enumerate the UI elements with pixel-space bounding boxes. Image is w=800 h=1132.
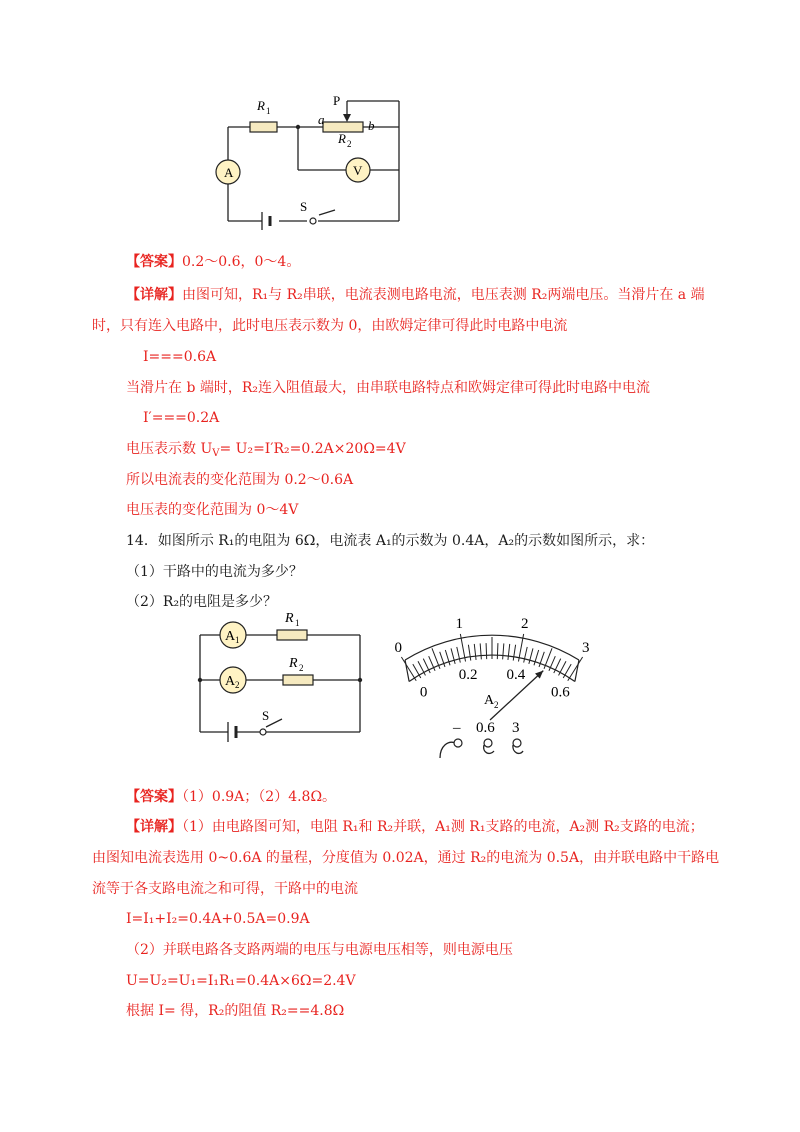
scale-label-top: 0: [394, 639, 402, 656]
detail-2-line-1: [126, 817, 704, 837]
ammeter-dial: [392, 612, 592, 762]
question-14-part-2: （2）R₂的电阻是多少？: [126, 594, 278, 610]
label-a1-sub: 1: [235, 635, 240, 645]
detail-1-line-1: [126, 285, 705, 305]
detail-tag: 【详解】: [126, 287, 182, 303]
terminal-label-3: 3: [512, 720, 520, 736]
scale-tick: [480, 643, 481, 659]
detail-2-line-2: 由图知电流表选用 0~0.6A 的量程，分度值为 0.02A，通过 R₂的电流为 0.5A，由并联电路中干路电: [92, 850, 720, 866]
scale-tick: [529, 648, 533, 663]
answer-2: [126, 787, 336, 807]
voltage-label: 电压表示数 U: [126, 441, 213, 457]
label-r2: R: [338, 131, 346, 146]
circuit-diagram-2: [190, 605, 380, 745]
scale-tick: [497, 643, 498, 659]
detail-2-line-6: U=U₂=U₁=I₁R₁=0.4A×6Ω=2.4V: [126, 973, 356, 989]
circuit-diagram-1: [200, 90, 420, 240]
label-switch: S: [300, 199, 308, 214]
question-14-stem: 14．如图所示 R₁的电阻为 6Ω，电流表 A₁的示数为 0.4A，A₂的示数如图所示，求：: [126, 533, 655, 549]
terminal-3-knob: [513, 739, 521, 747]
label-r1: R: [257, 98, 265, 113]
needle-label-sub: 2: [494, 700, 499, 710]
scale-tick: [451, 648, 455, 663]
terminal-negative-icon: [440, 742, 456, 758]
scale-label-bottom: 0.6: [550, 684, 570, 701]
scale-label-top: 3: [582, 639, 590, 656]
detail-2-line-3: 流等于各支路电流之和可得，干路中的电流: [92, 881, 358, 897]
detail-1-line-3: I===0.6A: [143, 349, 217, 365]
scale-label-top: 2: [521, 616, 529, 633]
scale-tick: [486, 643, 487, 659]
scale-tick: [513, 645, 515, 661]
voltage-sub: V: [212, 448, 220, 459]
detail-text: （1）由电路图可知，电阻 R₁和 R₂并联，A₁测 R₁支路的电流，A₂测 R₂支路的电流；: [182, 819, 704, 835]
detail-2-line-5: （2）并联电路各支路两端的电压与电源电压相等，则电源电压: [126, 942, 513, 958]
resistor-r2: [283, 675, 313, 685]
scale-tick: [524, 647, 528, 663]
voltage-calc: = U₂=I′R₂=0.2A×20Ω=4V: [219, 441, 406, 457]
label-r2-sub: 2: [347, 139, 352, 149]
terminal-negative-knob: [454, 739, 462, 747]
detail-1-line-2: 时，只有连入电路中，此时电压表示数为 0，由欧姆定律可得此时电路中电流: [92, 318, 568, 334]
terminal-label-negative: –: [453, 720, 461, 736]
detail-2-line-4: I=I₁+I₂=0.4A+0.5A=0.9A: [126, 911, 310, 927]
detail-2-line-7: 根据 I= 得，R₂的阻值 R₂==4.8Ω: [126, 1003, 345, 1019]
terminal-0.6-knob: [484, 739, 492, 747]
scale-label-bottom: 0.2: [458, 667, 478, 684]
label-ammeter: A: [224, 165, 234, 180]
resistor-r1: [277, 630, 307, 640]
answer-tag: 【答案】: [126, 254, 182, 270]
detail-tag: 【详解】: [126, 819, 182, 835]
question-14-part-1: （1）干路中的电流为多少？: [126, 564, 303, 580]
detail-1-line-8: 电压表的变化范围为 0～4V: [126, 502, 299, 518]
scale-tick: [457, 647, 461, 663]
resistor-r1: [250, 122, 277, 132]
detail-1-line-5: I′===0.2A: [143, 410, 220, 426]
detail-1-line-7: 所以电流表的变化范围为 0.2～0.6A: [126, 472, 354, 488]
label-r1: R: [285, 611, 294, 626]
label-a2-sub: 2: [235, 680, 240, 690]
label-r2-sub: 2: [299, 663, 304, 673]
answer-1: [126, 252, 300, 272]
label-a2: A: [225, 674, 236, 689]
answer-text: 0.2～0.6，0～4。: [182, 254, 301, 270]
label-a: a: [318, 112, 325, 127]
answer-text: （1）0.9A；（2）4.8Ω。: [182, 789, 337, 805]
label-r1-sub: 1: [295, 618, 300, 628]
answer-tag: 【答案】: [126, 789, 182, 805]
scale-label-bottom: 0.4: [506, 667, 526, 684]
terminal-label-0.6: 0.6: [476, 720, 495, 736]
label-p: P: [333, 93, 341, 108]
scale-label-bottom: 0: [419, 684, 428, 701]
needle-label: A: [484, 693, 495, 708]
scale-tick: [474, 644, 476, 660]
detail-1-line-6: [126, 439, 406, 464]
label-r2: R: [289, 656, 298, 671]
detail-1-line-4: 当滑片在 b 端时，R₂连入阻值最大，由串联电路特点和欧姆定律可得此时电路中电流: [126, 380, 651, 396]
scale-tick: [468, 645, 470, 661]
label-switch: S: [262, 708, 270, 723]
label-r1-sub: 1: [266, 106, 271, 116]
label-voltmeter: V: [353, 163, 363, 178]
scale-label-top: 1: [455, 616, 463, 633]
label-a1: A: [225, 629, 236, 644]
detail-text: 由图可知，R₁与 R₂串联，电流表测电路电流，电压表测 R₂两端电压。当滑片在 a 端: [182, 287, 705, 303]
label-b: b: [368, 118, 375, 133]
scale-tick: [503, 643, 504, 659]
scale-tick: [508, 644, 510, 660]
